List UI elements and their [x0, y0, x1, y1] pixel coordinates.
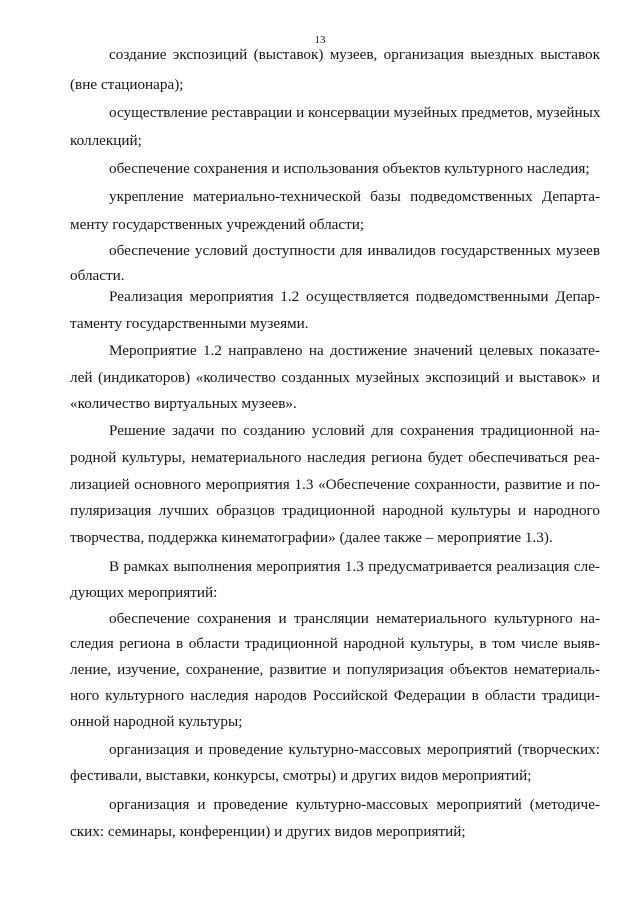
text-line: организация и проведение культурно-массовых мероприятий (творческих: [109, 741, 600, 758]
text-line: организация и проведение культурно-массовых мероприятий (методиче- [109, 796, 600, 813]
text-line: обеспечение сохранения и использования объектов культурного наследия; [109, 160, 590, 177]
page-number: 13 [314, 34, 326, 46]
text-line: ских: семинары, конференции) и других видов мероприятий; [70, 823, 466, 840]
text-line: Реализация мероприятия 1.2 осуществляется подведомственными Депар- [109, 288, 600, 305]
text-line: обеспечение сохранения и трансляции нематериального культурного на- [109, 610, 600, 627]
text-line: создание экспозиций (выставок) музеев, организация выездных выставок [109, 46, 600, 63]
text-line: Решение задачи по созданию условий для сохранения традиционной на- [109, 422, 600, 439]
text-line: лей (индикаторов) «количество созданных музейных экспозиций и выставок» и [70, 369, 600, 386]
text-line: (вне стационара); [70, 76, 184, 93]
text-line: обеспечение условий доступности для инвалидов государственных музеев [109, 242, 600, 259]
text-line: области. [70, 267, 125, 284]
text-line: родной культуры, нематериального наследия региона будет обеспечиваться реа- [70, 449, 600, 466]
text-line: осуществление реставрации и консервации музейных предметов, музейных [109, 104, 601, 121]
text-line: «количество виртуальных музеев». [70, 395, 297, 412]
text-line: менту государственных учреждений области; [70, 216, 365, 233]
text-line: фестивали, выставки, конкурсы, смотры) и других видов мероприятий; [70, 767, 532, 784]
text-line: укрепление материально-технической базы подведомственных Департа- [109, 188, 600, 205]
text-line: коллекций; [70, 132, 142, 149]
text-line: ление, изучение, сохранение, развитие и популяризация объектов нематериаль- [70, 661, 600, 678]
text-line: В рамках выполнения мероприятия 1.3 предусматривается реализация сле- [109, 558, 600, 575]
text-line: лизацией основного мероприятия 1.3 «Обеспечение сохранности, развитие и по- [70, 476, 600, 493]
text-line: дующих мероприятий: [70, 584, 218, 601]
text-line: Мероприятие 1.2 направлено на достижение значений целевых показате- [109, 342, 600, 359]
text-line: таменту государственными музеями. [70, 315, 309, 332]
text-line: ного культурного наследия народов Российской Федерации в области традици- [70, 687, 600, 704]
text-line: следия региона в области традиционной народной культуры, в том числе выяв- [70, 635, 600, 652]
text-line: онной народной культуры; [70, 713, 243, 730]
text-line: творчества, поддержка кинематографии» (далее также – мероприятие 1.3). [70, 529, 553, 546]
text-line: пуляризация лучших образцов традиционной народной культуры и народного [70, 502, 600, 519]
